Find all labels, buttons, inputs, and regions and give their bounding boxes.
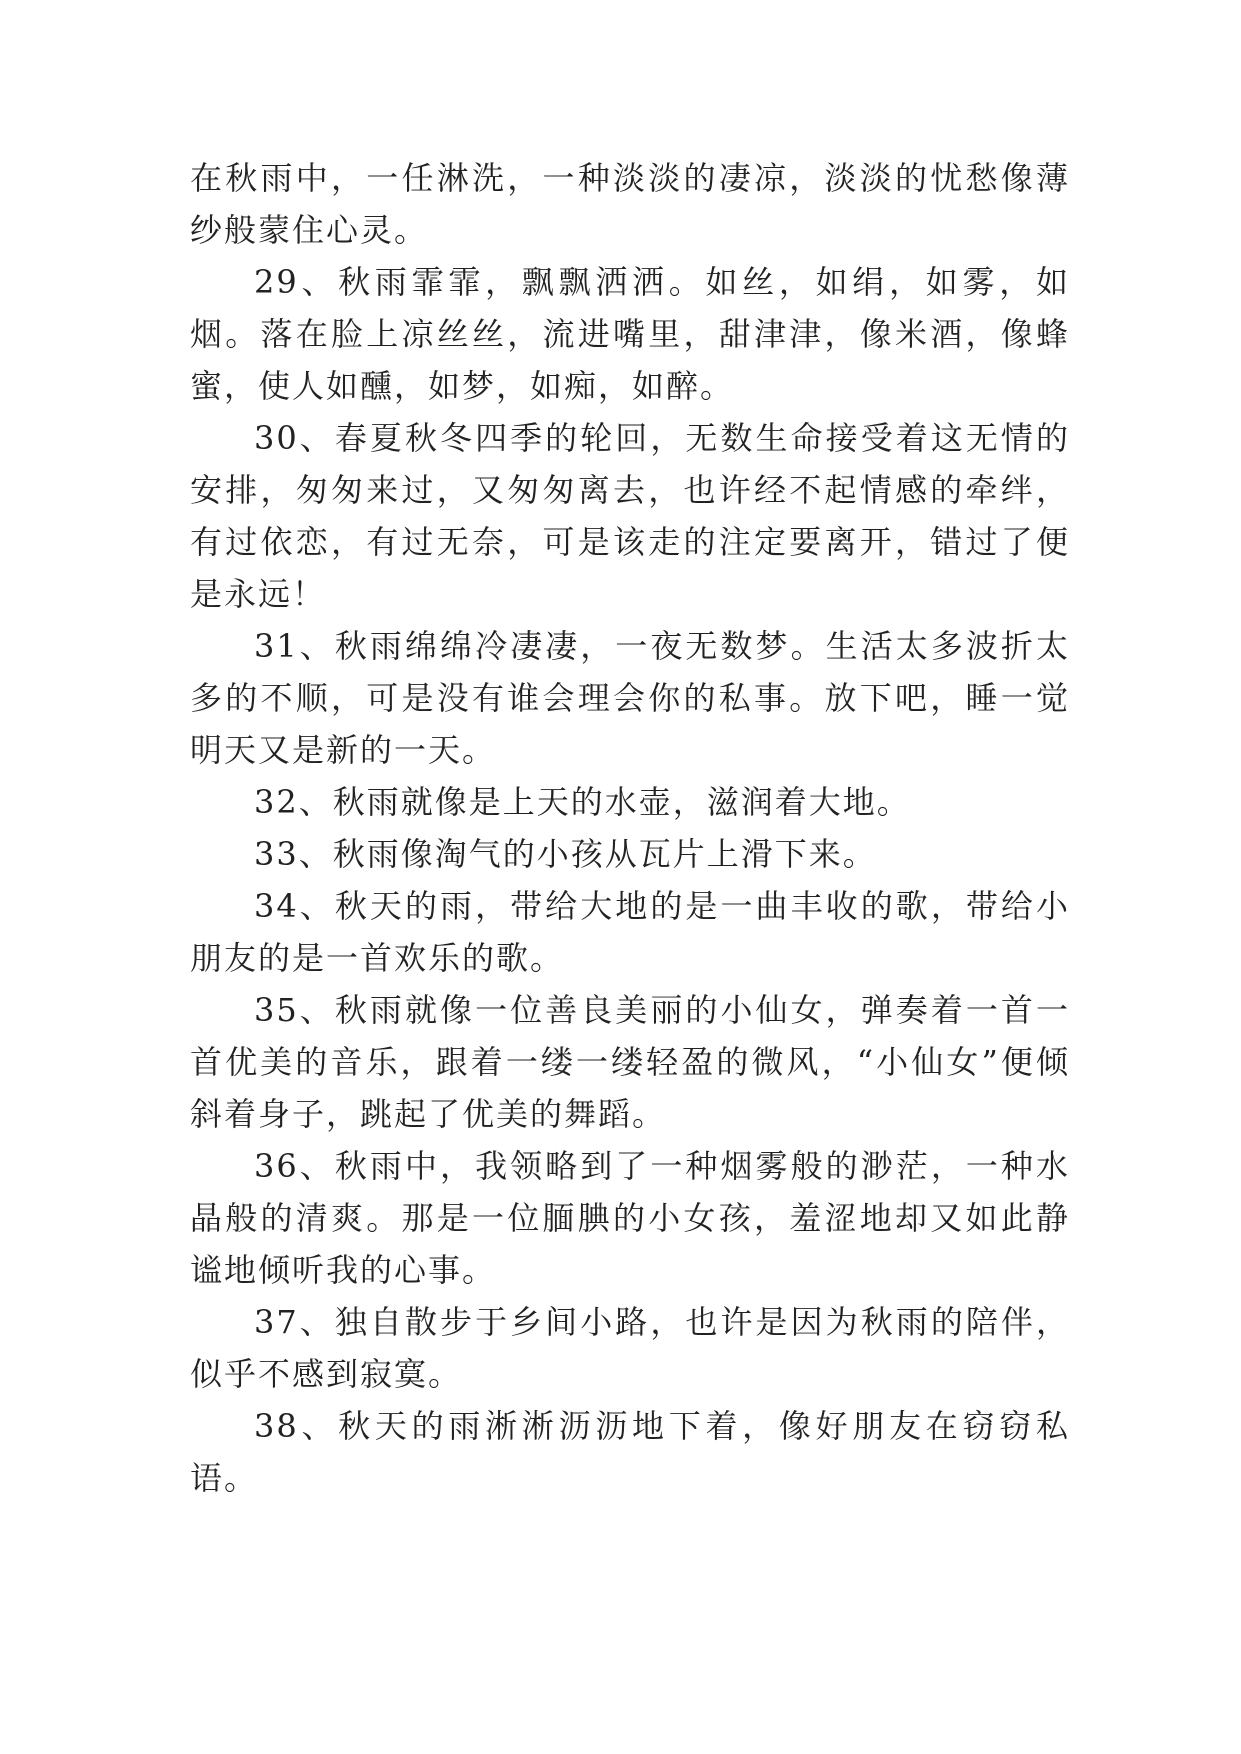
paragraph-33: 33、秋雨像淘气的小孩从瓦片上滑下来。 [254, 835, 877, 873]
paragraph-34: 34、秋天的雨，带给大地的是一曲丰收的歌，带给小朋友的是一首欢乐的歌。 [190, 887, 1070, 977]
document-body [190, 152, 1070, 1504]
paragraph-36: 36、秋雨中，我领略到了一种烟雾般的渺茫，一种水晶般的清爽。那是一位腼腆的小女孩，羞涩地却又如此静谧地倾听我的心事。 [190, 1147, 1070, 1289]
paragraph-38: 38、秋天的雨淅淅沥沥地下着，像好朋友在窃窃私语。 [190, 1407, 1070, 1497]
paragraph-30: 30、春夏秋冬四季的轮回，无数生命接受着这无情的安排，匆匆来过，又匆匆离去，也许经不起情感的牵绊，有过依恋，有过无奈，可是该走的注定要离开，错过了便是永远！ [190, 419, 1070, 613]
paragraph-29: 29、秋雨霏霏，飘飘洒洒。如丝，如绢，如雾，如烟。落在脸上凉丝丝，流进嘴里，甜津津，像米酒，像蜂蜜，使人如醺，如梦，如痴，如醉。 [190, 263, 1070, 405]
paragraph-35: 35、秋雨就像一位善良美丽的小仙女，弹奏着一首一首优美的音乐，跟着一缕一缕轻盈的微风，“小仙女”便倾斜着身子，跳起了优美的舞蹈。 [190, 991, 1070, 1133]
paragraph-continuation: 在秋雨中，一任淋洗，一种淡淡的凄凉，淡淡的忧愁像薄纱般蒙住心灵。 [190, 159, 1070, 249]
paragraph-37: 37、独自散步于乡间小路，也许是因为秋雨的陪伴，似乎不感到寂寞。 [190, 1303, 1070, 1393]
paragraph-32: 32、秋雨就像是上天的水壶，滋润着大地。 [254, 783, 911, 821]
paragraph-31: 31、秋雨绵绵冷凄凄，一夜无数梦。生活太多波折太多的不顺，可是没有谁会理会你的私事。放下吧，睡一觉明天又是新的一天。 [190, 627, 1070, 769]
